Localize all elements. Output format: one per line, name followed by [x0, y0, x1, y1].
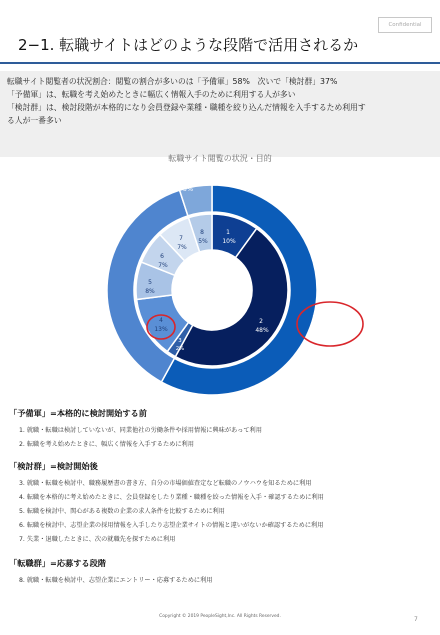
section-heading-yobigun-desc: =本格的に検討開始する前	[49, 408, 147, 418]
inner-num-1: 1	[226, 229, 230, 236]
inner-num-4: 4	[159, 317, 163, 324]
inner-pct-8: 5%	[198, 238, 208, 245]
list-item: 3. 就職・転職を検討中、職務履歴書の書き方、自分の市場価値査定など転職のノウハウを知るために利用	[19, 480, 312, 487]
inner-num-8: 8	[200, 229, 204, 236]
outer-pct-tenshokugun: 5%	[182, 185, 194, 193]
list-item: 6. 転職を検討中、志望企業の採用情報を入手したり志望企業サイトの情報と違いがないか確認するために利用	[19, 522, 324, 529]
inner-pct-4: 13%	[154, 326, 168, 333]
list-item: 4. 転職を本格的に考え始めたときに、会員登録をしたり業種・職種を絞った情報を入手・確認するために利用	[19, 494, 324, 501]
inner-pct-6: 7%	[158, 262, 168, 269]
inner-num-6: 6	[160, 253, 164, 260]
page-title: 2−1. 転職サイトはどのような段階で活用されるか	[18, 36, 359, 54]
inner-num-3: 3	[178, 338, 182, 344]
inner-num-7: 7	[179, 235, 183, 242]
inner-pct-2: 48%	[255, 327, 269, 334]
summary-line-2: 「予備軍」は、転職を考え始めたときに幅広く情報入手のために利用する人が多い	[7, 90, 296, 99]
outer-pct-yobigun: 58%	[321, 325, 337, 333]
section-heading-tenshokugun-label: 「転職群」	[9, 558, 50, 568]
section-heading-yobigun	[9, 408, 147, 419]
outer-label-kentougun: 転職検討群	[64, 270, 98, 278]
section-heading-kentougun-desc: =検討開始後	[49, 461, 98, 471]
section-heading-yobigun-label: 「予備軍」	[9, 408, 50, 418]
section-heading-kentougun-label: 「検討群」	[9, 461, 50, 471]
inner-num-2: 2	[259, 318, 263, 325]
inner-num-5: 5	[148, 279, 152, 286]
section-heading-tenshokugun-desc: =応募する段階	[49, 558, 106, 568]
inner-pct-7: 7%	[177, 244, 187, 251]
footer-copyright: Copyright © 2019 PeopleSight,Inc. All Rights Reserved.	[159, 614, 281, 619]
summary-line-4: る人が一番多い	[7, 116, 62, 125]
section-heading-tenshokugun	[9, 558, 106, 569]
confidential-badge: Confidential	[378, 17, 432, 33]
list-item: 2. 転職を考え始めたときに、幅広く情報を入手するために利用	[19, 441, 194, 448]
summary-line-3: 「検討群」は、検討段階が本格的になり会員登録や業種・職種を絞り込んだ情報を入手するため利用す	[7, 103, 366, 112]
outer-label-yobigun: 転職予備群	[312, 314, 346, 322]
inner-pct-5: 8%	[145, 288, 155, 295]
inner-pct-1: 10%	[222, 238, 236, 245]
list-item: 8. 就職・転職を検討中、志望企業にエントリー・応募するために利用	[19, 577, 213, 584]
page-number: 7	[414, 616, 418, 623]
section-heading-kentougun	[9, 461, 98, 472]
outer-pct-kentougun: 37%	[73, 282, 89, 290]
list-item: 5. 転職を検討中、関心がある複数の企業の求人条件を比較するために利用	[19, 508, 225, 515]
inner-pct-3: 2%	[175, 346, 185, 352]
list-item: 7. 失業・退職したときに、次の就職先を探すために利用	[19, 536, 176, 543]
list-item: 1. 就職・転職は検討していないが、同業他社の労働条件や採用情報に興味があって利用	[19, 427, 262, 434]
chart-title: 転職サイト閲覧の状況・目的	[168, 154, 272, 163]
summary-line-1: 転職サイト閲覧者の状況割合：閲覧の割合が多いのは「予備軍」58% 次いで「検討群」37%	[7, 77, 338, 86]
outer-label-tenshokugun: 転職群	[178, 174, 198, 182]
